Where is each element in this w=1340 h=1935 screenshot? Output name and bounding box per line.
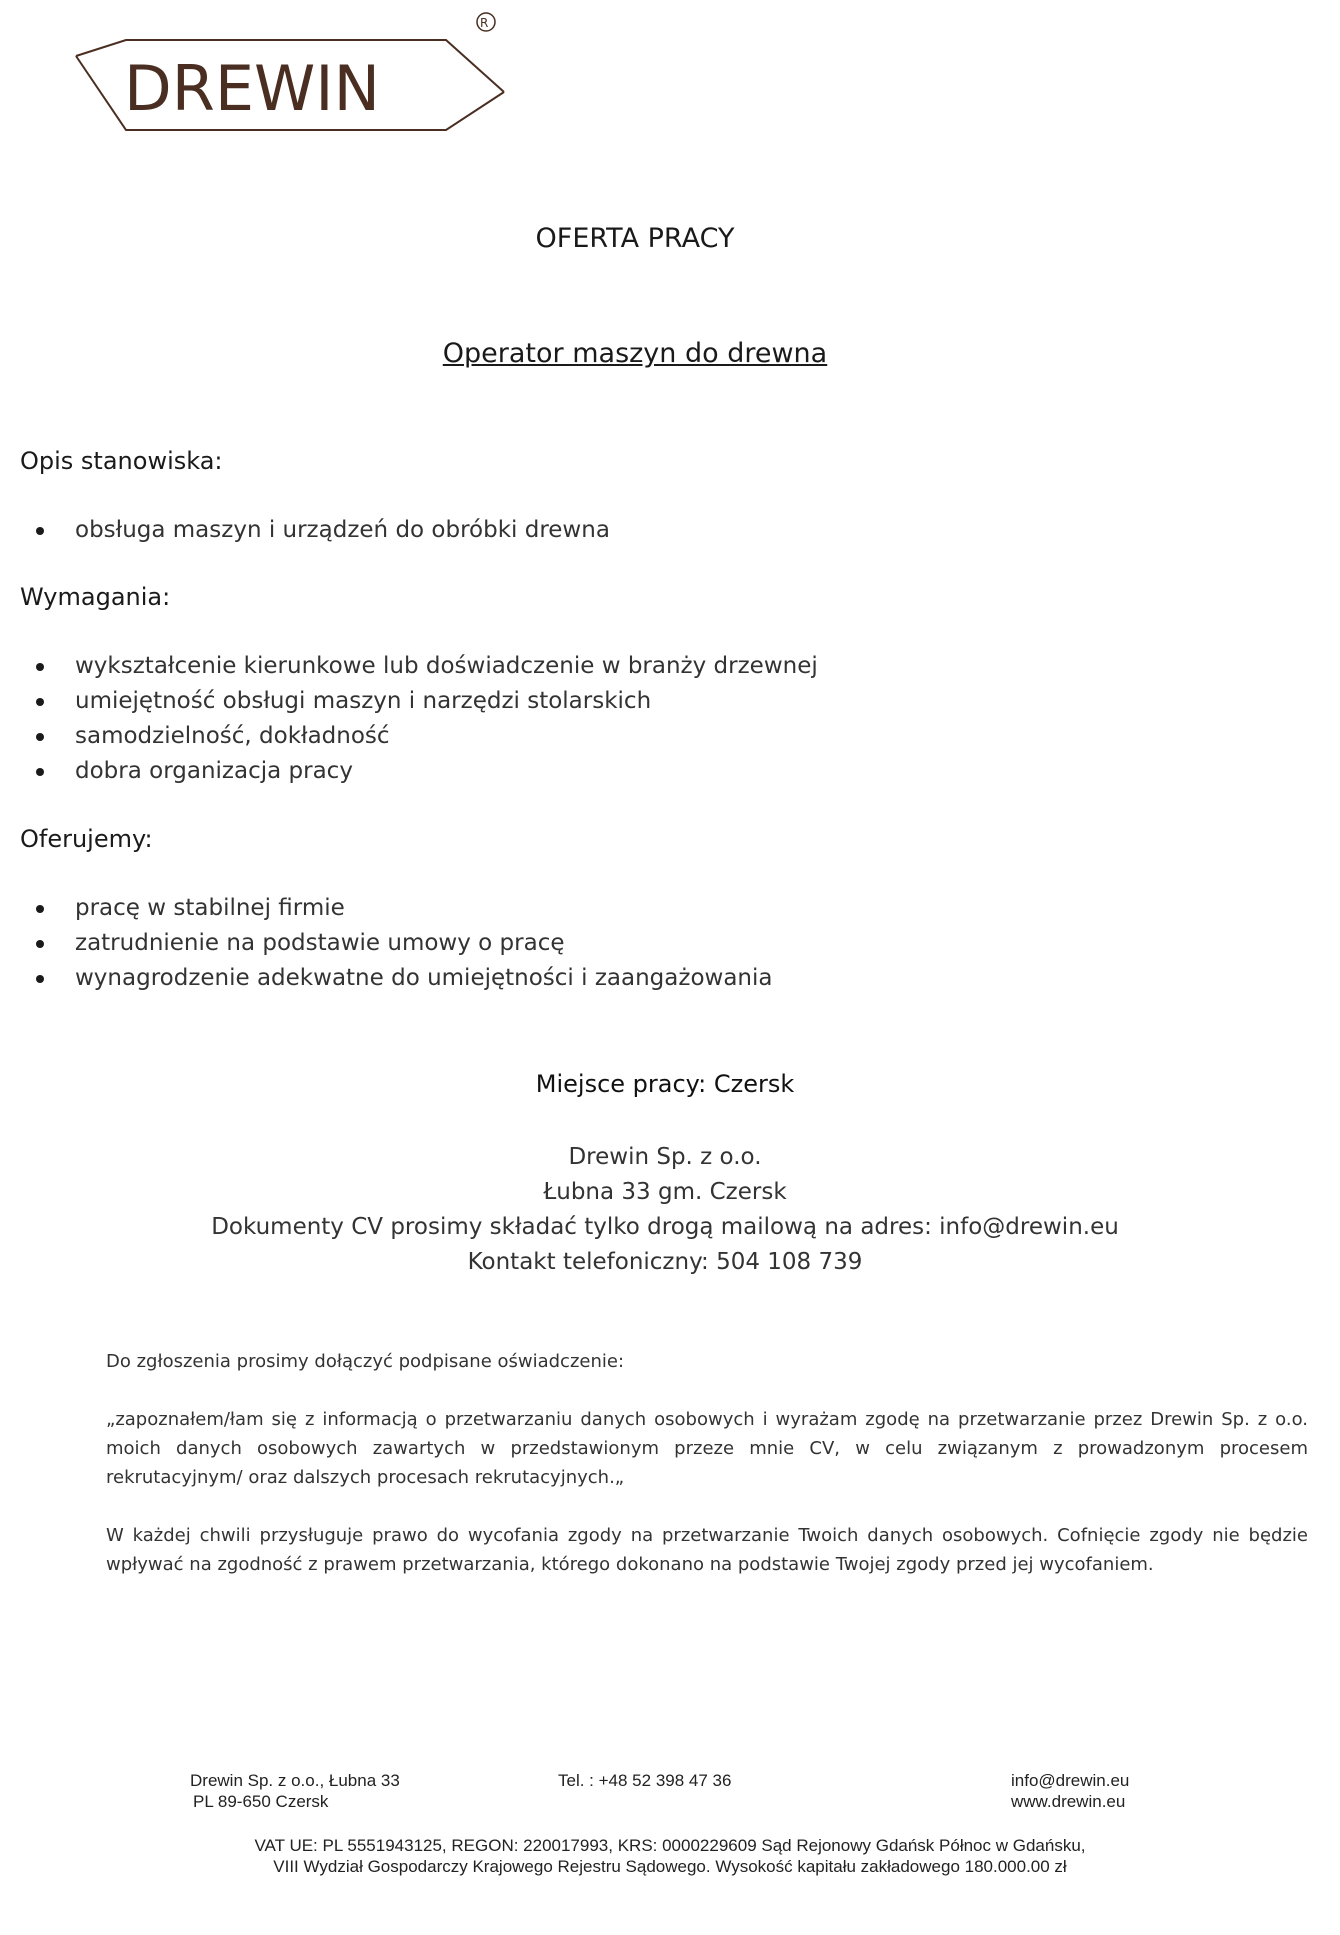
- footer-tel: Tel. : +48 52 398 47 36: [558, 1771, 732, 1790]
- contact-block: [0, 1140, 1330, 1280]
- company-logo: [66, 12, 506, 147]
- company-name: Drewin Sp. z o.o.: [568, 1144, 762, 1170]
- offer-list: [0, 891, 772, 996]
- company-address: Łubna 33 gm. Czersk: [543, 1179, 787, 1205]
- list-item: umiejętność obsługi maszyn i narzędzi stolarskich: [0, 684, 818, 719]
- consent-intro: Do zgłoszenia prosimy dołączyć podpisane oświadczenie:: [106, 1351, 625, 1372]
- list-item: zatrudnienie na podstawie umowy o pracę: [0, 926, 772, 961]
- footer-email: info@drewin.eu: [1011, 1771, 1130, 1790]
- consent-withdrawal: W każdej chwili przysługuje prawo do wycofania zgody na przetwarzanie Twoich danych osobowych. Cofnięcie zgody nie będzie wpływać na zgodność z prawem przetwarzania, którego dokonano na podstawie Twojej zgody przed jej wycofaniem.: [106, 1525, 1308, 1575]
- page-title: OFERTA PRACY: [535, 223, 735, 254]
- offer-heading: Oferujemy:: [20, 825, 153, 853]
- footer-legal-line2: VIII Wydział Gospodarczy Krajowego Rejestru Sądowego. Wysokość kapitału zakładowego 180.000.00 zł: [273, 1857, 1067, 1876]
- contact-phone: Kontakt telefoniczny: 504 108 739: [467, 1249, 863, 1275]
- list-item: wynagrodzenie adekwatne do umiejętności i zaangażowania: [0, 961, 772, 996]
- requirements-list: [0, 649, 818, 789]
- list-item: obsługa maszyn i urządzeń do obróbki drewna: [0, 513, 610, 548]
- description-list: [0, 513, 610, 548]
- footer-address-line1: Drewin Sp. z o.o., Łubna 33: [190, 1771, 400, 1790]
- list-item: samodzielność, dokładność: [0, 719, 818, 754]
- list-item: dobra organizacja pracy: [0, 754, 818, 789]
- footer-legal-line1: VAT UE: PL 5551943125, REGON: 220017993, KRS: 0000229609 Sąd Rejonowy Gdańsk Północ w Gdańsku,: [254, 1836, 1086, 1855]
- workplace: Miejsce pracy: Czersk: [535, 1070, 795, 1098]
- description-heading: Opis stanowiska:: [20, 447, 223, 475]
- footer-address-line2: PL 89-650 Czersk: [193, 1792, 329, 1811]
- logo-text: DREWIN: [124, 52, 380, 125]
- requirements-heading: Wymagania:: [20, 583, 171, 611]
- position-title: Operator maszyn do drewna: [442, 338, 828, 369]
- footer-website: www.drewin.eu: [1011, 1792, 1126, 1811]
- list-item: wykształcenie kierunkowe lub doświadczenie w branży drzewnej: [0, 649, 818, 684]
- footer-address: [190, 1770, 400, 1812]
- consent-statement: „zapoznałem/łam się z informacją o przetwarzaniu danych osobowych i wyrażam zgodę na przetwarzanie przez Drewin Sp. z o.o. moich danych osobowych zawartych w przedstawionym przeze mnie CV, w celu związanym z prowadzonym procesem rekrutacyjnym/ oraz dalszych procesach rekrutacyjnych.„: [106, 1409, 1308, 1488]
- cv-info: Dokumenty CV prosimy składać tylko drogą mailową na adres: info@drewin.eu: [211, 1214, 1119, 1240]
- footer-legal: [0, 1835, 1340, 1877]
- footer-web: [1011, 1770, 1129, 1812]
- svg-text:R: R: [480, 16, 489, 30]
- list-item: pracę w stabilnej firmie: [0, 891, 772, 926]
